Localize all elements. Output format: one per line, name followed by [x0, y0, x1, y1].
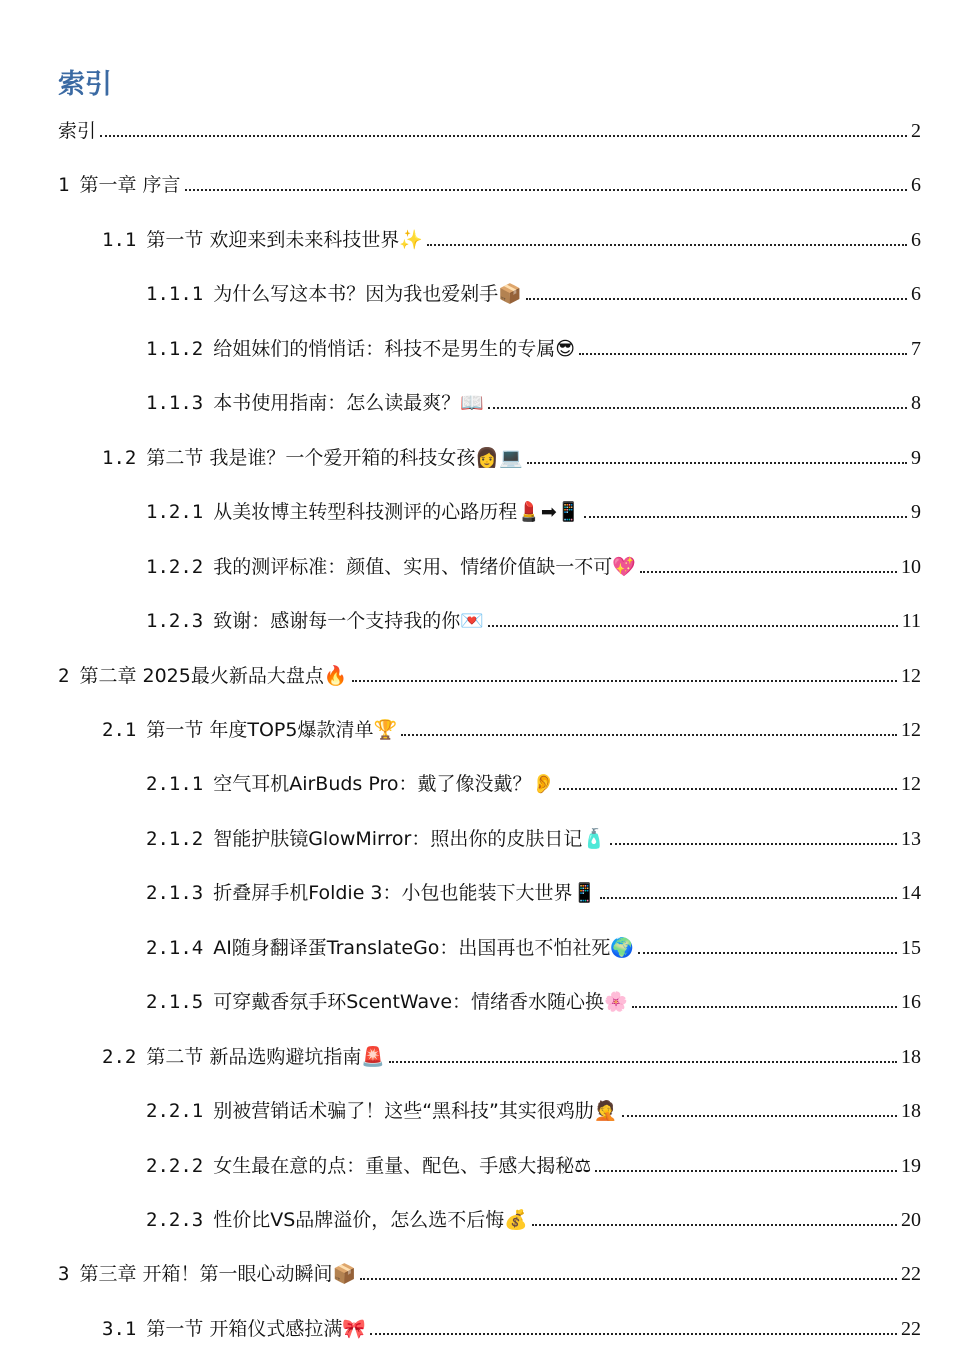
toc-entry-label: 本书使用指南：怎么读最爽？📖 [213, 392, 484, 415]
toc-entry-title [146, 610, 484, 632]
toc-entry-number: 1.1 [102, 228, 137, 251]
toc-entry-title [146, 1155, 591, 1177]
toc-entry-page: 20 [901, 1209, 921, 1231]
toc-entry-title [146, 556, 636, 578]
toc-entry-title [146, 937, 634, 959]
toc-entry-number: 3.1 [102, 1317, 137, 1340]
toc-entry[interactable] [58, 112, 921, 142]
toc-entry[interactable] [146, 765, 921, 795]
toc-entry-page: 22 [901, 1317, 921, 1340]
toc-entry-page: 8 [911, 392, 921, 415]
dot-leader [600, 897, 897, 899]
toc-entry[interactable] [102, 221, 921, 251]
dot-leader [370, 1333, 897, 1335]
toc-entry-label: 第三章 开箱！第一眼心动瞬间📦 [79, 1263, 357, 1286]
toc-entry-title [146, 882, 596, 904]
toc-entry-label: 性价比VS品牌溢价，怎么选不后悔💰 [213, 1209, 528, 1231]
toc-entry-number: 2.2.2 [146, 1154, 204, 1177]
toc-entry-label: 折叠屏手机Foldie 3：小包也能装下大世界📱 [213, 882, 597, 905]
toc-entry-page: 11 [901, 610, 921, 633]
toc-entry-number: 2.2.1 [146, 1100, 204, 1123]
toc-entry-number: 2 [58, 664, 70, 687]
toc-entry-label: 可穿戴香氛手环ScentWave：情绪香水随心换🌸 [213, 991, 628, 1014]
toc-entry-title [102, 229, 423, 251]
toc-entry-page: 19 [901, 1154, 921, 1177]
toc-entry-page: 2 [911, 120, 921, 142]
toc-entry[interactable] [146, 1147, 921, 1177]
toc-entry-number: 2.2.3 [146, 1209, 204, 1231]
toc-entry-page: 13 [901, 827, 921, 850]
toc-entry-number: 1.2.2 [146, 555, 204, 578]
toc-entry-page: 15 [901, 936, 921, 959]
toc-entry-label: 别被营销话术骗了！这些“黑科技”其实很鸡肋🤦 [213, 1100, 618, 1123]
dot-leader [632, 1006, 897, 1008]
dot-leader [610, 843, 897, 845]
toc-entry[interactable] [102, 711, 921, 741]
toc-entry-title [102, 1046, 385, 1068]
toc-entry-label: 我的测评标准：颜值、实用、情绪价值缺一不可💖 [213, 555, 636, 578]
dot-leader [488, 407, 907, 409]
toc-entry[interactable] [146, 384, 921, 414]
toc-entry-page: 6 [911, 228, 921, 251]
toc-entry-page: 18 [901, 1100, 921, 1123]
toc-entry-title [102, 719, 397, 741]
toc-entry[interactable] [146, 330, 921, 360]
toc-entry[interactable] [102, 439, 921, 469]
dot-leader [389, 1061, 897, 1063]
toc-entry-page: 10 [901, 555, 921, 578]
toc-entry-label: 第一节 年度TOP5爆款清单🏆 [146, 718, 398, 741]
dot-leader [100, 135, 907, 137]
toc-entry-page: 18 [901, 1045, 921, 1068]
toc-entry[interactable] [146, 874, 921, 904]
toc-entry-label: 索引 [58, 120, 97, 142]
toc-entry[interactable] [102, 1038, 921, 1068]
toc-entry-page: 22 [901, 1263, 921, 1286]
toc-entry-page: 12 [901, 718, 921, 741]
toc-entry-title [146, 773, 555, 795]
toc-entry[interactable] [102, 1310, 921, 1340]
dot-leader [584, 516, 907, 518]
toc-entry-label: 给姐妹们的悄悄话：科技不是男生的专属😎 [213, 337, 576, 360]
dot-leader [527, 462, 907, 464]
toc-entry-page: 6 [911, 283, 921, 306]
dot-leader [427, 244, 907, 246]
toc-entry-title [102, 1318, 366, 1340]
toc-entry-page: 12 [901, 664, 921, 687]
dot-leader [622, 1115, 897, 1117]
toc-entry[interactable] [58, 1255, 921, 1285]
toc-entry-number: 2.2 [102, 1045, 137, 1068]
toc-entry-page: 6 [911, 174, 921, 197]
toc-entry-title [146, 283, 522, 305]
toc-entry-number: 2.1.3 [146, 882, 204, 905]
dot-leader [352, 680, 897, 682]
toc-entry-number: 1 [58, 174, 70, 197]
toc-entry-label: AI随身翻译蛋TranslateGo：出国再也不怕社死🌍 [213, 936, 635, 959]
toc-entry-title [146, 392, 484, 414]
toc-entry[interactable] [58, 657, 921, 687]
toc-entry-title [102, 447, 523, 469]
toc-entry-label: 空气耳机AirBuds Pro：戴了像没戴？👂 [213, 773, 556, 796]
toc-entry-number: 2.1 [102, 718, 137, 741]
toc-entry-number: 2.1.2 [146, 827, 204, 850]
toc-entry-page: 9 [911, 501, 921, 524]
toc-entry-label: 第二章 2025最火新品大盘点🔥 [79, 664, 348, 687]
toc-entry-title [146, 1100, 618, 1122]
dot-leader [488, 625, 898, 627]
toc-entry[interactable] [146, 1201, 921, 1231]
toc-entry-title [146, 828, 606, 850]
toc-entry-page: 12 [901, 773, 921, 796]
dot-leader [526, 298, 907, 300]
dot-leader [640, 571, 897, 573]
toc-entry-label: 致谢：感谢每一个支持我的你💌 [213, 610, 484, 633]
dot-leader [532, 1224, 897, 1226]
toc-entry-title [146, 991, 628, 1013]
toc-entry-page: 9 [911, 446, 921, 469]
toc-entry-label: 为什么写这本书？因为我也爱剁手📦 [213, 283, 522, 306]
toc-entry[interactable] [58, 166, 921, 196]
toc-entry[interactable] [146, 275, 921, 305]
dot-leader [360, 1278, 897, 1280]
toc-entry-label: 第一节 欢迎来到未来科技世界✨ [146, 228, 424, 251]
dot-leader [185, 189, 908, 191]
toc-entry-page: 14 [901, 882, 921, 905]
dot-leader [401, 734, 897, 736]
toc-entry-label: 第二节 新品选购避坑指南🚨 [146, 1045, 386, 1068]
toc-entry-title [58, 665, 348, 687]
toc-entry-label: 第一章 序言 [79, 174, 181, 197]
toc-entry-number: 1.2.3 [146, 610, 204, 633]
toc-entry-page: 7 [911, 337, 921, 360]
toc-entry-number: 1.2.1 [146, 501, 204, 524]
toc-entry-number: 2.1.4 [146, 936, 204, 959]
dot-leader [638, 952, 897, 954]
toc-entry[interactable] [146, 820, 921, 850]
toc-entry-number: 2.1.5 [146, 991, 204, 1014]
toc-entry-label: 第一节 开箱仪式感拉满🎀 [146, 1317, 367, 1340]
toc-entry-number: 1.1.3 [146, 392, 204, 415]
toc-entry[interactable] [146, 602, 921, 632]
toc-entry-title [58, 120, 96, 142]
dot-leader [559, 788, 897, 790]
toc-entry-number: 3 [58, 1263, 70, 1286]
toc-entry-title [58, 1263, 356, 1285]
toc-entry-page: 16 [901, 991, 921, 1014]
toc-entry[interactable] [146, 493, 921, 523]
toc-entry[interactable] [146, 1092, 921, 1122]
dot-leader [579, 353, 907, 355]
toc-entry-title [146, 501, 580, 523]
toc-entry-title [146, 338, 575, 360]
index-heading: 索引 [58, 69, 112, 100]
toc-entry-label: 女生最在意的点：重量、配色、手感大揭秘⚖ [213, 1154, 592, 1177]
toc-entry-number: 1.1.2 [146, 337, 204, 360]
toc-entry-number: 2.1.1 [146, 773, 204, 796]
toc-entry-title [58, 174, 181, 196]
toc-entry-label: 智能护肤镜GlowMirror：照出你的皮肤日记🧴 [213, 827, 607, 850]
toc-entry-number: 1.2 [102, 446, 137, 469]
toc-entry-title [146, 1209, 528, 1231]
toc-entry[interactable] [146, 983, 921, 1013]
toc-entry-number: 1.1.1 [146, 283, 204, 306]
toc-entry-label: 第二节 我是谁？一个爱开箱的科技女孩👩💻 [146, 446, 523, 469]
dot-leader [595, 1170, 897, 1172]
toc-entry[interactable] [146, 548, 921, 578]
toc-entry-label: 从美妆博主转型科技测评的心路历程💄➡📱 [213, 501, 581, 524]
toc-entry[interactable] [146, 929, 921, 959]
